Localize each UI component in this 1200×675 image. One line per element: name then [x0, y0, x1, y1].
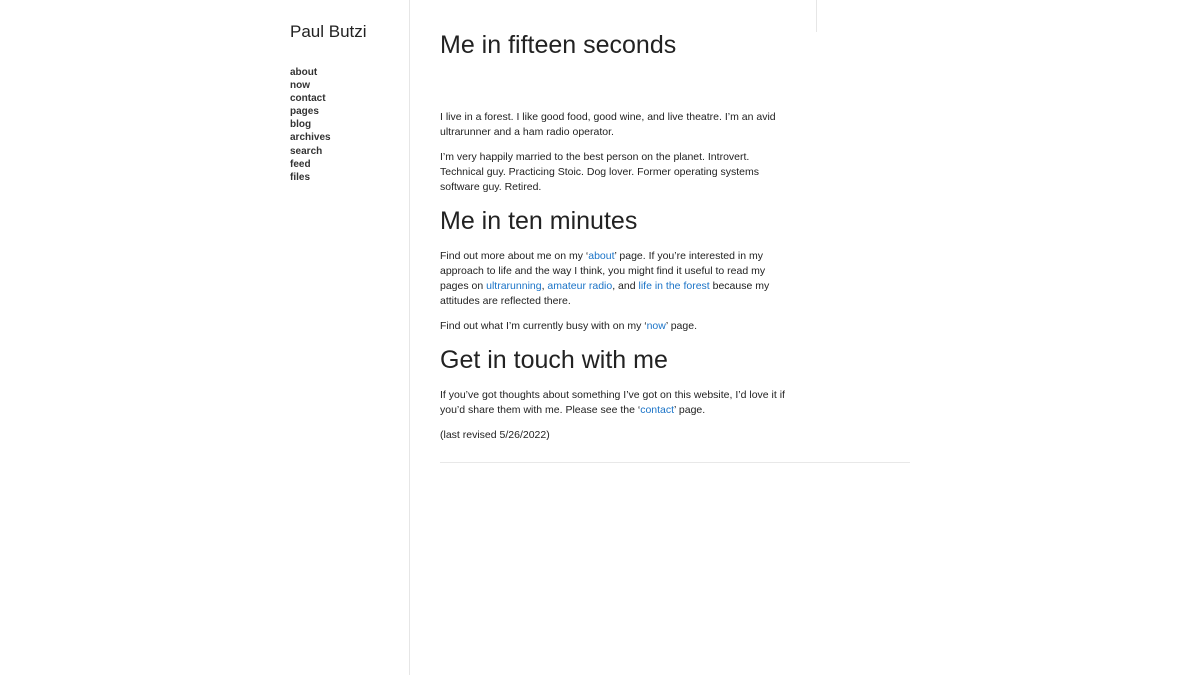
paragraph-personal: I’m very happily married to the best person on the planet. Introvert. Technical guy. Practicing Stoic. Dog lover. Former operating systems software guy. Retired.: [440, 151, 760, 193]
text-segment: ’ page. If you’re interested in my approach to life and the way I think, you might find it useful to read my pages on: [440, 250, 766, 292]
link-now[interactable]: now: [646, 320, 666, 332]
heading-get-in-touch: Get in touch with me: [440, 346, 668, 374]
paragraph-more-about: [440, 249, 785, 309]
text-segment: ’ page.: [665, 320, 697, 332]
content-divider: [816, 0, 817, 32]
link-contact[interactable]: contact: [640, 404, 675, 416]
text-segment: If you’ve got thoughts about something I’ve got on this website, I’d love it if you’d share them with me. Please see the ‘: [440, 389, 785, 416]
nav-item-contact[interactable]: contact: [290, 93, 326, 105]
site-title[interactable]: Paul Butzi: [290, 22, 367, 41]
text-segment: ’ page.: [674, 404, 706, 416]
text-segment: , and: [612, 280, 639, 292]
link-ultrarunning[interactable]: ultrarunning: [486, 280, 542, 292]
nav-item-now[interactable]: now: [290, 80, 310, 92]
heading-fifteen-seconds: Me in fifteen seconds: [440, 31, 677, 59]
paragraph-intro: I live in a forest. I like good food, good wine, and live theatre. I’m an avid ultrarunner and a ham radio operator.: [440, 111, 776, 138]
text-segment: because my attitudes are reflected there.: [440, 280, 770, 307]
sidebar: [290, 0, 409, 675]
nav-item-about[interactable]: about: [290, 67, 318, 78]
sidebar-divider: [409, 0, 410, 675]
paragraph-now: [440, 319, 785, 334]
nav-item-archives[interactable]: archives: [290, 132, 331, 144]
last-revised-note: (last revised 5/26/2022): [440, 429, 550, 441]
link-life-in-the-forest[interactable]: life in the forest: [638, 280, 710, 292]
nav-item-blog[interactable]: blog: [290, 119, 312, 131]
text-segment: Find out what I’m currently busy with on my ‘: [440, 320, 647, 332]
paragraph-contact: [440, 388, 785, 418]
link-amateur-radio[interactable]: amateur radio: [547, 280, 613, 292]
nav-item-files[interactable]: files: [290, 171, 311, 183]
heading-ten-minutes: Me in ten minutes: [440, 207, 638, 235]
text-segment: ,: [541, 280, 548, 292]
nav-item-feed[interactable]: feed: [290, 158, 311, 170]
nav-item-search[interactable]: search: [290, 145, 323, 157]
content-bottom-divider: [440, 462, 910, 463]
text-segment: Find out more about me on my ‘: [440, 250, 589, 262]
link-about[interactable]: about: [588, 250, 615, 262]
nav-item-pages[interactable]: pages: [290, 106, 319, 118]
sidebar-nav: [290, 66, 409, 184]
